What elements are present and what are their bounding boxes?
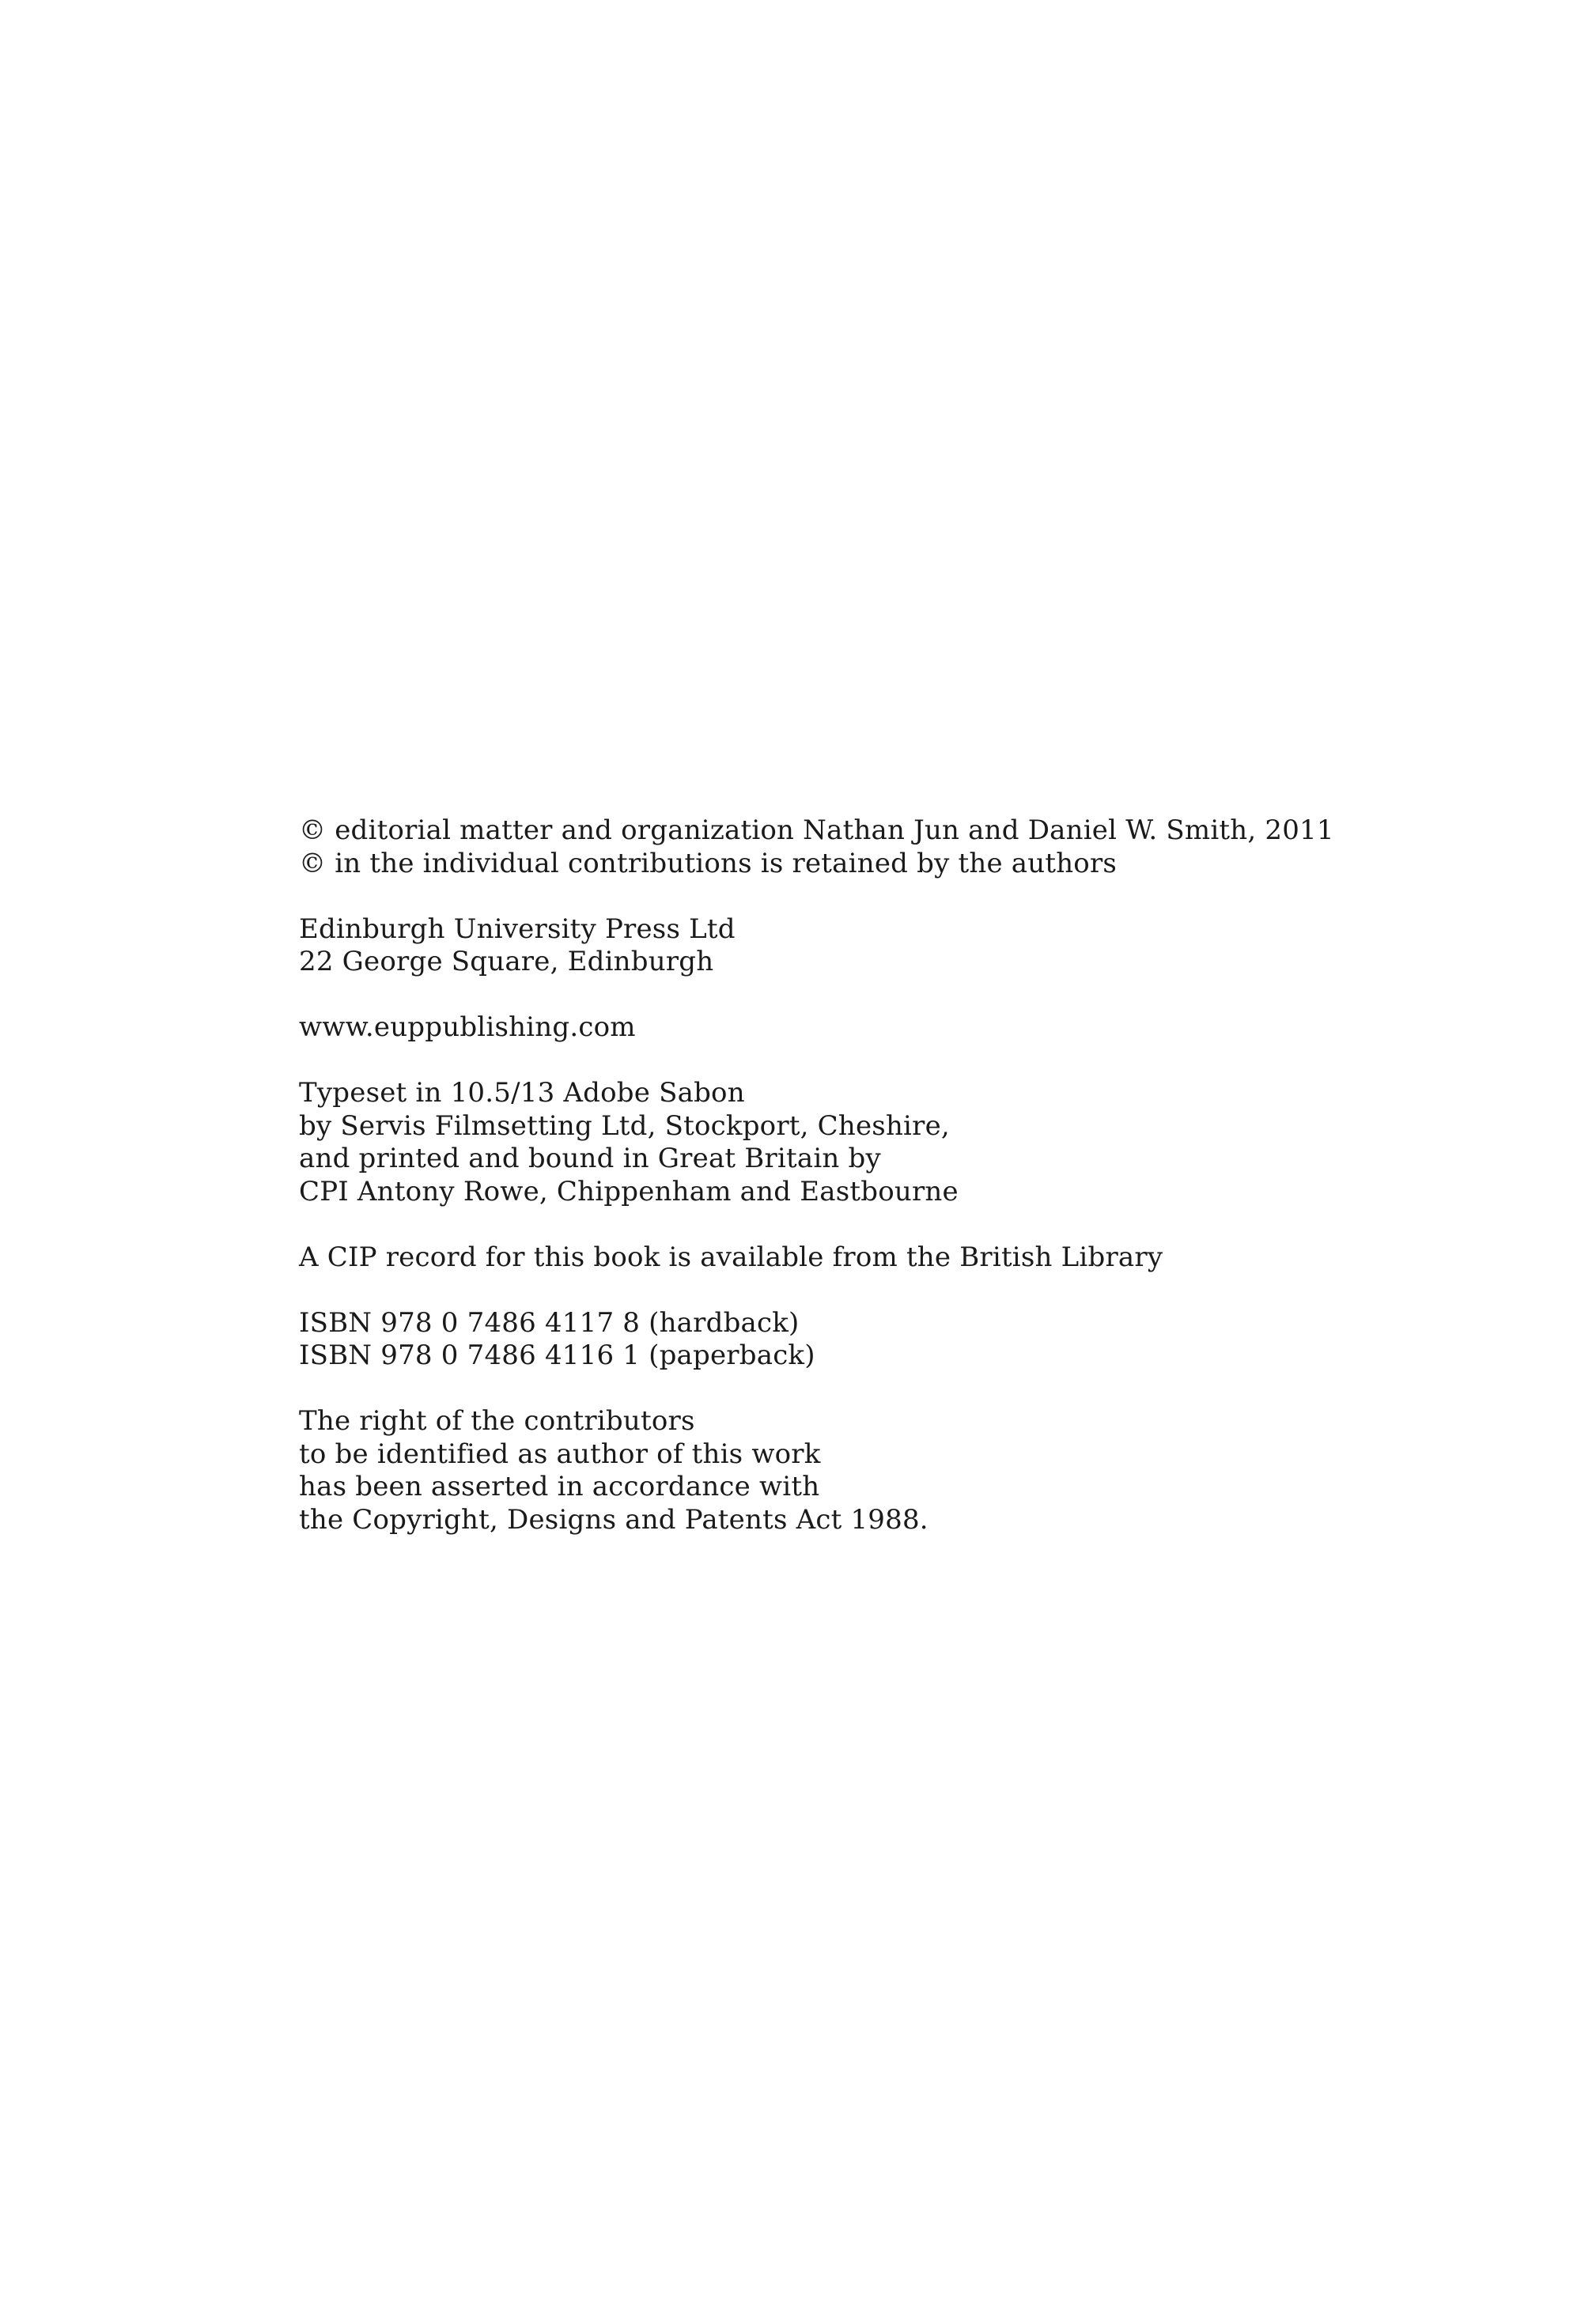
imprint-text [299, 814, 1406, 1536]
typesetting-line-3: and printed and bound in Great Britain by [299, 1143, 881, 1174]
typesetting-line-4: CPI Antony Rowe, Chippenham and Eastbourne [299, 1175, 959, 1207]
publisher-name: Edinburgh University Press Ltd [299, 913, 736, 945]
isbn-paperback: ISBN 978 0 7486 4116 1 (paperback) [299, 1340, 815, 1371]
rights-line-3: has been asserted in accordance with [299, 1471, 820, 1502]
rights-line-2: to be identified as author of this work [299, 1438, 821, 1470]
publisher-address: 22 George Square, Edinburgh [299, 946, 714, 977]
isbn-hardback: ISBN 978 0 7486 4117 8 (hardback) [299, 1306, 800, 1339]
cip-record-line: A CIP record for this book is available from the British Library [299, 1241, 1163, 1273]
cip-block [299, 1241, 1406, 1275]
publisher-website: www.euppublishing.com [299, 1011, 636, 1043]
website-block [299, 1011, 1406, 1045]
copyright-editorial-line: © editorial matter and organization Nathan Jun and Daniel W. Smith, 2011 [299, 814, 1334, 846]
typesetting-block [299, 1077, 1406, 1208]
rights-line-1: The right of the contributors [299, 1405, 695, 1437]
copyright-contributions-line: © in the individual contributions is retained by the authors [299, 847, 1118, 879]
typesetting-line-2: by Servis Filmsetting Ltd, Stockport, Cheshire, [299, 1109, 950, 1142]
typesetting-line-1: Typeset in 10.5/13 Adobe Sabon [299, 1077, 745, 1109]
rights-block [299, 1405, 1406, 1536]
copyright-block [299, 814, 1406, 880]
publisher-block [299, 913, 1406, 979]
rights-line-4: the Copyright, Designs and Patents Act 1988. [299, 1503, 928, 1536]
isbn-block [299, 1307, 1406, 1373]
